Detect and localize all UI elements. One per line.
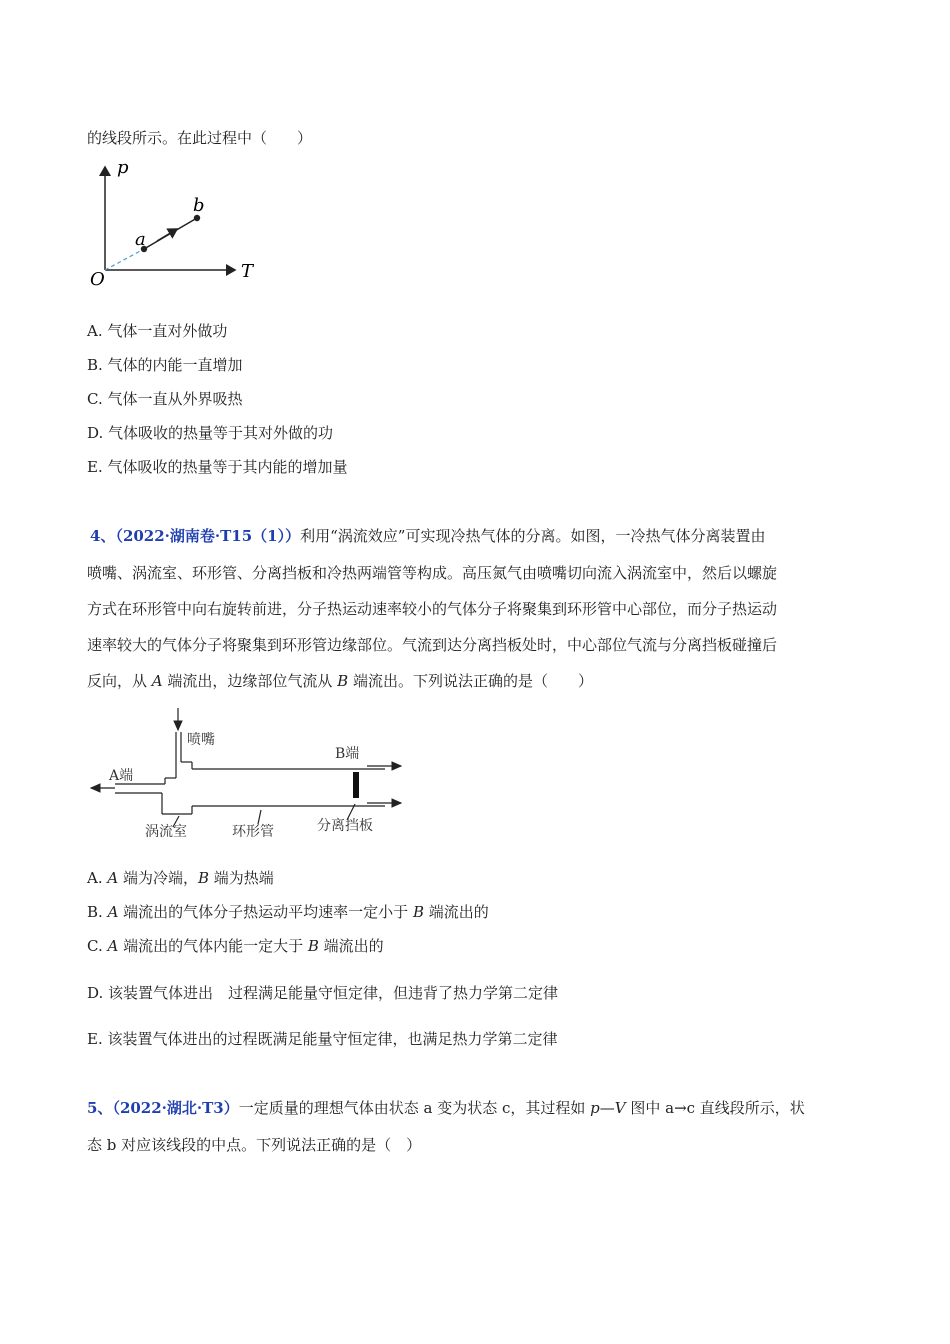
q4-option-e: E. 该装置气体进出的过程既满足能量守恒定律，也满足热力学第二定律 bbox=[87, 1030, 558, 1048]
q4-number: 4、 bbox=[90, 527, 116, 545]
a-end-label: A端 bbox=[109, 768, 134, 784]
q3-option-c: C. 气体一直从外界吸热 bbox=[87, 390, 243, 408]
ring-tube-label: 环形管 bbox=[232, 824, 274, 840]
vortex-chamber-label: 涡流室 bbox=[145, 824, 187, 840]
q5-pv-label: p—V bbox=[590, 1099, 626, 1117]
q4-line-4: 速率较大的气体分子将聚集到环形管边缘部位。气流到达分离挡板处时，中心部位气流与分离挡板碰撞后 bbox=[87, 636, 778, 654]
q3-option-d: D. 气体吸收的热量等于其对外做的功 bbox=[87, 424, 334, 442]
x-axis-label: T bbox=[241, 261, 254, 282]
q3-stem-tail: 的线段所示。在此过程中（ ） bbox=[87, 129, 313, 147]
q4-option-a: A. A 端为冷端，B 端为热端 bbox=[87, 869, 274, 887]
q4-line-3: 方式在环形管中向右旋转前进，分子热运动速率较小的气体分子将聚集到环形管中心部位，而分子热运动 bbox=[87, 600, 778, 618]
nozzle-label: 喷嘴 bbox=[187, 732, 215, 748]
q3-option-b: B. 气体的内能一直增加 bbox=[87, 356, 243, 374]
q4-option-c: C. A 端流出的气体内能一定大于 B 端流出的 bbox=[87, 937, 384, 955]
q4-vortex-tube-figure bbox=[85, 702, 415, 847]
b-end-label: B端 bbox=[335, 746, 360, 762]
q4-first-line bbox=[90, 525, 765, 546]
q3-option-e: E. 气体吸收的热量等于其内能的增加量 bbox=[87, 458, 348, 476]
q5-source: （2022·湖北·T3） bbox=[112, 1099, 239, 1117]
q5-first-line: 5、（2022·湖北·T3）一定质量的理想气体由状态 a 变为状态 c，其过程如 p—V 图中 a→c 直线段所示，状 bbox=[87, 1099, 805, 1117]
direction-arrow bbox=[157, 229, 177, 241]
separation-baffle bbox=[353, 772, 359, 798]
q4-option-d: D. 该装置气体进出 过程满足能量守恒定律，但违背了热力学第二定律 bbox=[87, 984, 559, 1002]
baffle-label: 分离挡板 bbox=[317, 818, 373, 834]
q4-line-2: 喷嘴、涡流室、环形管、分离挡板和冷热两端管等构成。高压氮气由喷嘴切向流入涡流室中，然后以螺旋 bbox=[87, 564, 778, 582]
q4-source: （2022·湖南卷·T15（1）） bbox=[115, 527, 301, 545]
q3-option-a: A. 气体一直对外做功 bbox=[87, 322, 228, 340]
origin-label: O bbox=[90, 269, 105, 290]
y-axis-label: p bbox=[117, 157, 129, 178]
q3-pt-graph bbox=[85, 155, 265, 290]
point-a-label: a bbox=[135, 229, 146, 250]
q5-line-2: 态 b 对应该线段的中点。下列说法正确的是（ ） bbox=[87, 1136, 422, 1154]
extension-dashed-line bbox=[105, 249, 144, 270]
q5-number: 5、 bbox=[87, 1099, 113, 1117]
q4-intro: 利用“涡流效应”可实现冷热气体的分离。如图，一冷热气体分离装置由 bbox=[300, 527, 766, 545]
q4-option-b: B. A 端流出的气体分子热运动平均速率一定小于 B 端流出的 bbox=[87, 903, 489, 921]
point-b-label: b bbox=[193, 195, 205, 216]
q4-line-5: 反向，从 A 端流出，边缘部位气流从 B 端流出。下列说法正确的是（ ） bbox=[87, 672, 593, 690]
